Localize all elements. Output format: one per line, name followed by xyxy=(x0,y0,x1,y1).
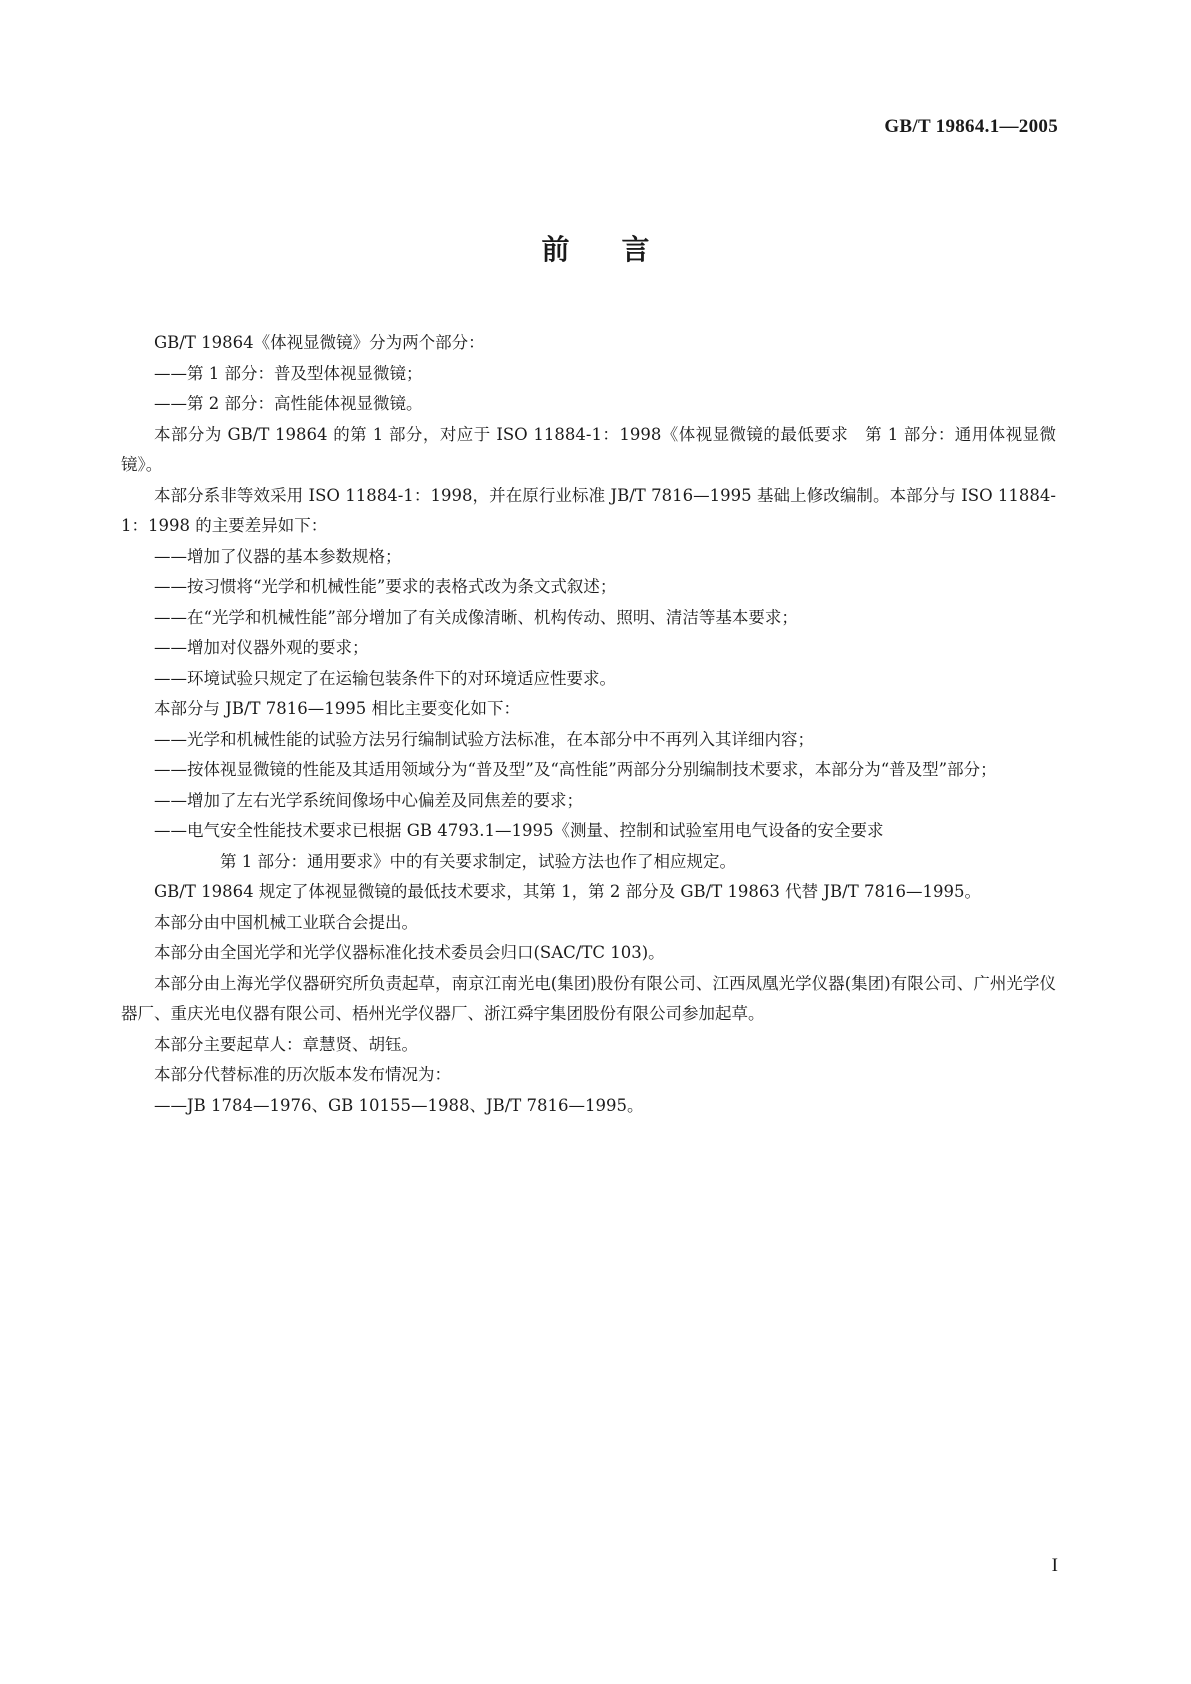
list-item-continuation: 第 1 部分：通用要求》中的有关要求制定，试验方法也作了相应规定。 xyxy=(220,851,736,871)
list-item: ——第 1 部分：普及型体视显微镜； xyxy=(154,363,423,383)
list-item: ——第 2 部分：高性能体视显微镜。 xyxy=(154,394,423,413)
paragraph: 本部分由全国光学和光学仪器标准化技术委员会归口(SAC/TC 103)。 xyxy=(154,943,665,962)
paragraph: 本部分为 GB/T 19864 的第 1 部分，对应于 ISO 11884-1：1998《体视显微镜的最低要求 第 1 部分：通用体视显微镜》。 xyxy=(121,424,1056,474)
list-item: ——增加对仪器外观的要求； xyxy=(154,638,369,657)
list-item: ——按体视显微镜的性能及其适用领域分为“普及型”及“高性能”两部分分别编制技术要求，本部分为“普及型”部分； xyxy=(154,760,997,779)
paragraph: 本部分由中国机械工业联合会提出。 xyxy=(154,912,418,932)
list-item: ——增加了仪器的基本参数规格； xyxy=(154,546,402,566)
paragraph: GB/T 19864 规定了体视显微镜的最低技术要求，其第 1，第 2 部分及 GB/T 19863 代替 JB/T 7816—1995。 xyxy=(154,882,981,901)
page-number: I xyxy=(1051,1555,1058,1576)
paragraph: 本部分由上海光学仪器研究所负责起草，南京江南光电(集团)股份有限公司、江西凤凰光学仪器(集团)有限公司、广州光学仪器厂、重庆光电仪器有限公司、梧州光学仪器厂、浙江舜宇集团股份有限公司参加起草。 xyxy=(121,973,1056,1023)
page-title: 前言 xyxy=(541,233,702,266)
list-item: ——增加了左右光学系统间像场中心偏差及同焦差的要求； xyxy=(154,790,583,810)
paragraph: 本部分主要起草人：章慧贤、胡钰。 xyxy=(154,1034,418,1054)
document-body xyxy=(121,328,1056,1121)
paragraph: GB/T 19864《体视显微镜》分为两个部分： xyxy=(154,333,485,352)
list-item xyxy=(121,816,1056,877)
list-item: ——环境试验只规定了在运输包装条件下的对环境适应性要求。 xyxy=(154,668,616,688)
list-item: ——JB 1784—1976、GB 10155—1988、JB/T 7816—1995。 xyxy=(154,1095,644,1115)
list-item: ——光学和机械性能的试验方法另行编制试验方法标准，在本部分中不再列入其详细内容； xyxy=(154,729,814,749)
standard-number: GB/T 19864.1—2005 xyxy=(884,116,1058,137)
list-item-line: ——电气安全性能技术要求已根据 GB 4793.1—1995《测量、控制和试验室用电气设备的安全要求 xyxy=(154,821,884,840)
list-item: ——在“光学和机械性能”部分增加了有关成像清晰、机构传动、照明、清洁等基本要求； xyxy=(154,607,798,627)
paragraph: 本部分代替标准的历次版本发布情况为： xyxy=(154,1065,451,1084)
paragraph: 本部分系非等效采用 ISO 11884-1：1998，并在原行业标准 JB/T 7816—1995 基础上修改编制。本部分与 ISO 11884-1：1998 的主要差异如下： xyxy=(121,485,1056,535)
list-item: ——按习惯将“光学和机械性能”要求的表格式改为条文式叙述； xyxy=(154,577,617,596)
paragraph: 本部分与 JB/T 7816—1995 相比主要变化如下： xyxy=(154,699,521,718)
